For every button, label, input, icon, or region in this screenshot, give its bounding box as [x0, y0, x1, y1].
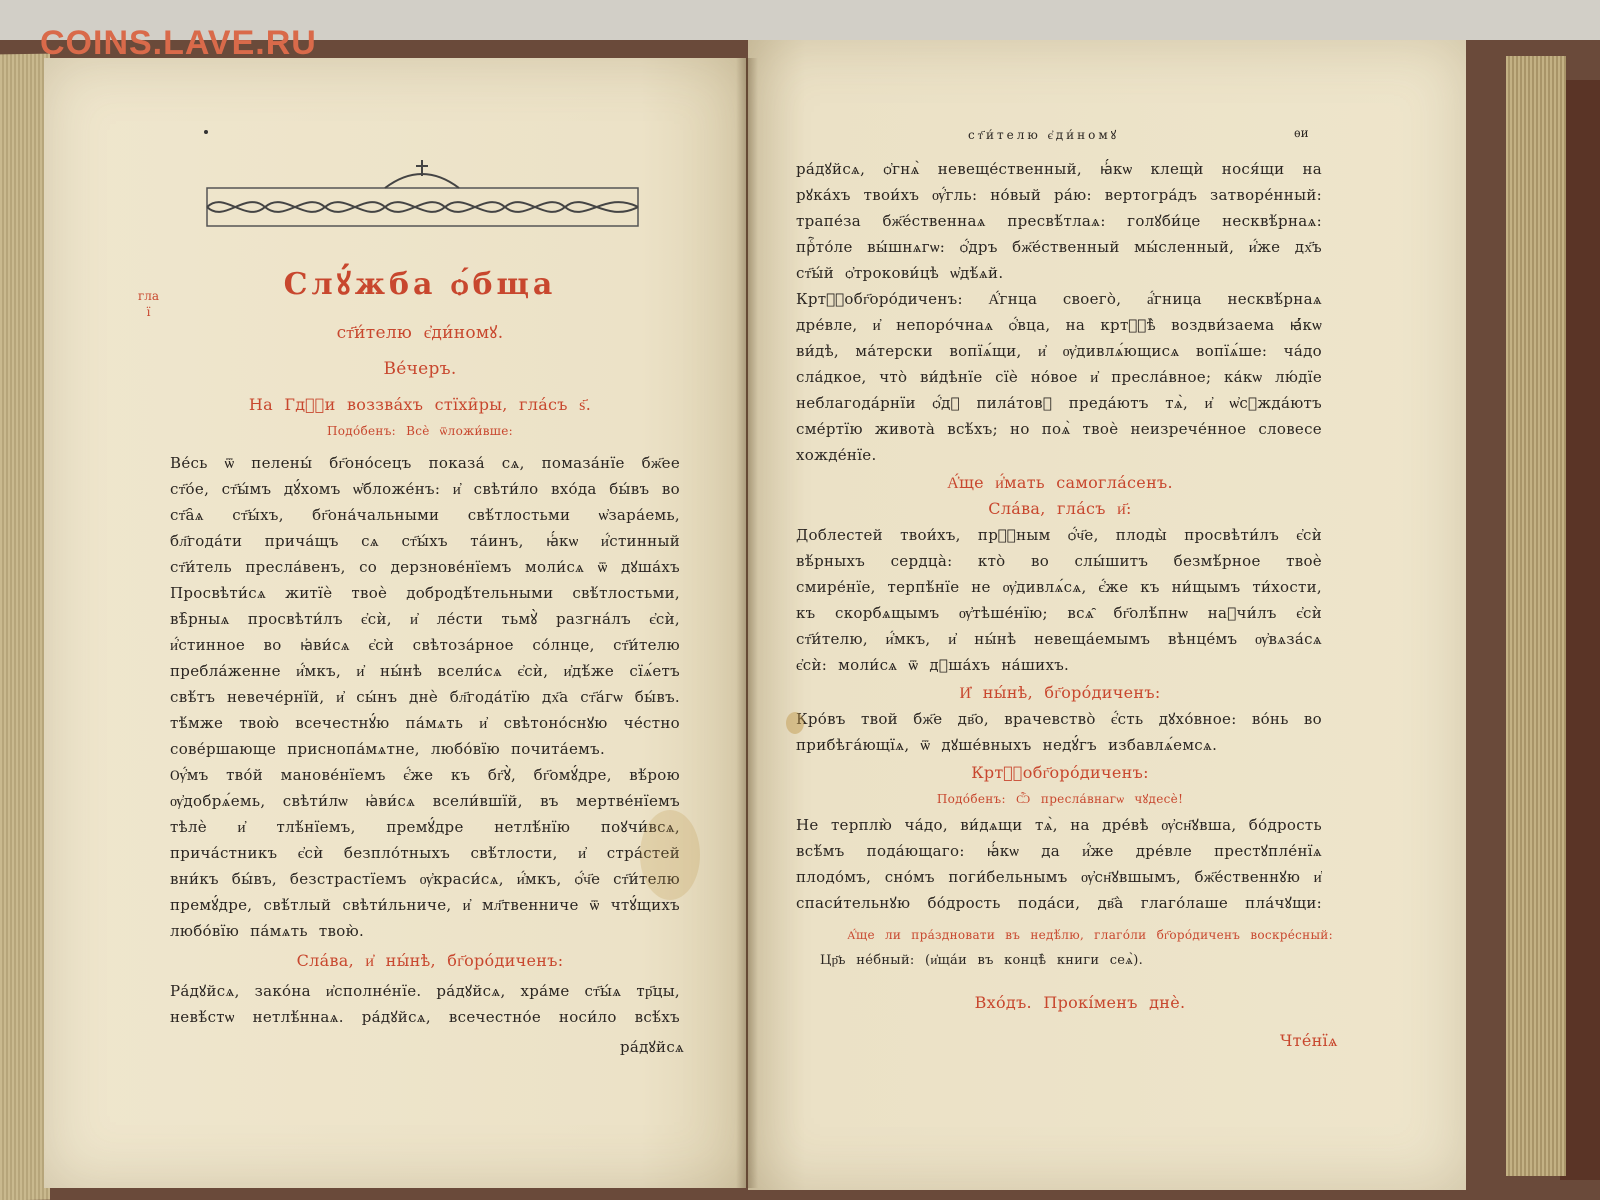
- rubric-feast: А҆́ще ли пра́здновати въ недѣ́лю, глаго́ли бг҃оро́диченъ воскре́сный:: [847, 928, 1333, 942]
- tsar-nebesny-rubric: Цр҃ь не́бный: (и҆ща́и въ концѣ̀ книги сеѧ̀).: [820, 953, 1144, 968]
- podoben-heading: Подо́бенъ: Всѐ ѿложи́вше:: [326, 424, 513, 438]
- catchword-left: ра́дꙋйсѧ: [620, 1038, 685, 1056]
- samoglasen-heading: А҆́ще и҆́мать самогла́сенъ.: [947, 473, 1173, 492]
- theotokion: Ра́дꙋйсѧ, зако́на и҆сполне́нїе. ра́дꙋйсѧ, хра́ме ст҃ы́ѧ тр҃цы, невѣ́стѡ нетлѣ́ннаѧ. ра́дꙋйсѧ, всечестно́е носи́ло всѣ́хъ: [170, 982, 680, 1026]
- page-title: Слꙋ́жба ѻ́бща: [283, 267, 557, 302]
- margin-note-line: ї: [146, 305, 151, 319]
- page-stain: [640, 810, 700, 900]
- page-dot: [204, 130, 208, 134]
- page-stain: [786, 712, 804, 734]
- running-head: ст҃и́телю є҆ди́номꙋ: [968, 128, 1120, 142]
- watermark: COINS.LAVE.RU: [40, 24, 317, 62]
- right-cover: [1560, 80, 1600, 1180]
- vespers-heading: Ве́черъ.: [383, 359, 457, 379]
- left-page-edges: [0, 54, 50, 1200]
- stichera-heading: На Гдⷭ҇и воззва́хъ стїхи̑ры, гла́съ ѕ҃.: [248, 395, 592, 414]
- sticheron-1: Ве́сь ѿ пелены́ бг҃оно́сецъ показа́ сѧ, помаза́нїе бж҃ее ст҃о́е, ст҃ы́мъ дꙋ́хомъ ѡ҆бложе́нъ: и҆ свѣти́ло вхо́да бы́въ во ст҃а̑ѧ ст҃ы́хъ, бг҃она́чальными свѣ́тлостьми ѡ҆зара́емь, бл҃года́ти прича́щъ сѧ ст҃ы́хъ та́инъ, ꙗ҆́кѡ и҆́стинный ст҃и́тель пресла́венъ, со дерзнове́нїемъ моли́сѧ ѿ дꙋша́хъ: [170, 454, 680, 576]
- margin-note-line: гла: [138, 289, 160, 303]
- right-paragraph-3: Доблестей твои́хъ, прⷭ҇ным ѻ҆́ч҃е, плоды̀ просвѣти́лъ є҆сѝ вѣ́рныхъ сердца̀: кто̀ во слы́шитъ безмѣ́рное твоѐ смире́нїе, терпѣ́нїе не ѹ҆дивлѧ́сѧ, є҆́же къ ни́щымъ ти́хости, къ скорбѧщымъ ѹ҆тѣше́нїю; всѧ̑ бг҃олѣ́пнѡ наꙋчи́лъ є҆сѝ ст҃и́телю, и҆́мкъ, и҆ ны́нѣ невеща́емымъ вѣнце́мъ ѹ҆вѧза́сѧ є҆сѝ: моли́сѧ ѿ дꙋша́хъ на́шихъ.: [796, 526, 1322, 674]
- right-paragraph-4: Кро́въ твой бж҃е дв҃о, врачевство̀ є҆́сть дꙋхо́вное: во́нь во прибѣга́ющїѧ, ѿ дꙋше́вныхъ недꙋ́гъ избавлѧ́емсѧ.: [796, 710, 1322, 754]
- doxastikon-heading: Сла́ва, и҆ ны́нѣ, бг҃оро́диченъ:: [296, 951, 564, 970]
- krestobogorodichen-heading: Кртⷭ҇обг҃оро́диченъ:: [971, 763, 1149, 782]
- podoben-heading-2: Подо́бенъ: Ѽ пресла́внагѡ чꙋдесѐ!: [936, 792, 1184, 806]
- right-page-edges: [1506, 56, 1566, 1176]
- slava-glas-heading: Сла́ва, гла́съ и҃:: [988, 499, 1132, 518]
- sticheron-3: Ѹ҆́мъ тво́й манове́нїемъ є҆́же къ бг҃ꙋ̀, бг҃омꙋ́дре, вѣ́рою ѹ҆добрѧ́емь, свѣти́лѡ ꙗ҆ви́сѧ всели́вшїй, въ мертве́нїемъ тѣлѐ и҆ тлѣ́нїемъ, премꙋ́дре нетлѣ́нїю поꙋчи́всѧ, прича́стникъ є҆сѝ безпло́тныхъ свѣ́тлости, и҆ стра́стей вни́къ бы́въ, безстрастїемъ ѹ҆краси́сѧ, и҆́мкъ, ѻ҆́ч҃е ст҃и́телю премꙋ́дре, свѣ́тлый свѣти́льниче, и҆ мл҃твенниче ѿ чтꙋ́щихъ любо́вїю па́мѧть твою̀.: [170, 766, 680, 940]
- subtitle: ст҃и́телю є҆ди́номꙋ.: [336, 323, 504, 343]
- catchword-right: Чте́нїѧ: [1280, 1031, 1338, 1050]
- headpiece-ornament: [205, 160, 640, 230]
- i-nyne-heading: И҆ ны́нѣ, бг҃оро́диченъ:: [959, 683, 1161, 702]
- sticheron-2: Просвѣти́сѧ житїѐ твоѐ добродѣ́тельными свѣ́тлостьми, вѣ̑рныѧ просвѣти́лъ є҆сѝ, и҆ ле́сти тьмꙋ̀ разгна́лъ є҆сѝ, и҆́стинное во ꙗ҆ви́сѧ є҆сѝ свѣтоза́рное со́лнце, ст҃и́телю пребла́женне и҆́мкъ, и҆ ны́нѣ всели́сѧ є҆сѝ, и҆дѣ́же сїѧ́етъ свѣ́тъ невече́рнїй, и҆ сы́нъ днѐ бл҃года́тїю дх҃а ст҃а́гѡ бы́въ. тѣ́мже твою̀ всечестнꙋ́ю па́мѧть и҆ свѣтоно́снꙋю че́стно сове́ршающе приснопа́мѧтне, любо́вїю почита́емъ.: [170, 584, 680, 758]
- right-paragraph-1: ра́дꙋйсѧ, ѻ҆гнѧ̀ невеще́ственный, ꙗ҆́кѡ клещѝ нося́щи на рꙋка́хъ твои́хъ ѹ҆́гль: но́вый ра́ю: вертогра́дъ затворе́нный: трапе́за бж҃е́ственнаѧ пресвѣ́тлаѧ: голꙋби́це несквѣ́рнаѧ: прⷭ҇то́ле вы́шнѧгѡ: ѻ҆́дръ бж҃е́ственный мы́сленный, и҆́же дх҃ъ ст҃ы́й ѻ҆трокови́цѣ ѡ҆дѣ́ѧй.: [796, 160, 1322, 282]
- right-paragraph-2: Кртⷭ҇обг҃оро́диченъ: А҆́гнца своего̀, а҆́гница несквѣ́рнаѧ дре́вле, и҆ непоро́чнаѧ ѻ҆́вца, на кртⷭ҇ѣ̀ воздви́заема ꙗ҆́кѡ ви́дѣ, ма́терски вопїѧ́щи, и҆ ѹ҆дивлѧ́ющисѧ вопїѧ́ше: ча́до сла́дкое, что̀ ви́дѣнїе сїѐ но́вое и҆ пресла́вное; ка́кѡ лю́дїе неблагода́рнїи ѻ҆́дꙋ пила́товꙋ преда́ютъ тѧ̀, и҆ ѡ҆сꙋжда́ютъ сме́ртїю живота̀ всѣ́хъ; но поѧ̀ твоѐ неизрече́нное словесе хожде́нїе.: [796, 290, 1322, 464]
- margin-note: [138, 288, 159, 320]
- right-paragraph-5: Не терплю̀ ча́до, ви́дѧщи тѧ̀, на дре́вѣ ѹ҆сн҃ꙋвша, бо́дрость всѣ́мъ пода́ющаго: ꙗ҆́кѡ да и҆́же дре́вле престꙋпле́нїѧ плодо́мъ, сно́мъ поги́бельнымъ ѹ҆сн҃ꙋвшымъ, бж҃е́ственнꙋю и҆ спаси́тельнꙋю бо́дрость пода́си, дв҃а̀ глаго́лаше пла́чꙋщи:: [796, 816, 1322, 912]
- vkhod-heading: Вхо́дъ. Прокі́менъ днѐ.: [974, 993, 1186, 1012]
- page-number: ѳи: [1294, 126, 1309, 140]
- book-gutter: [736, 58, 758, 1188]
